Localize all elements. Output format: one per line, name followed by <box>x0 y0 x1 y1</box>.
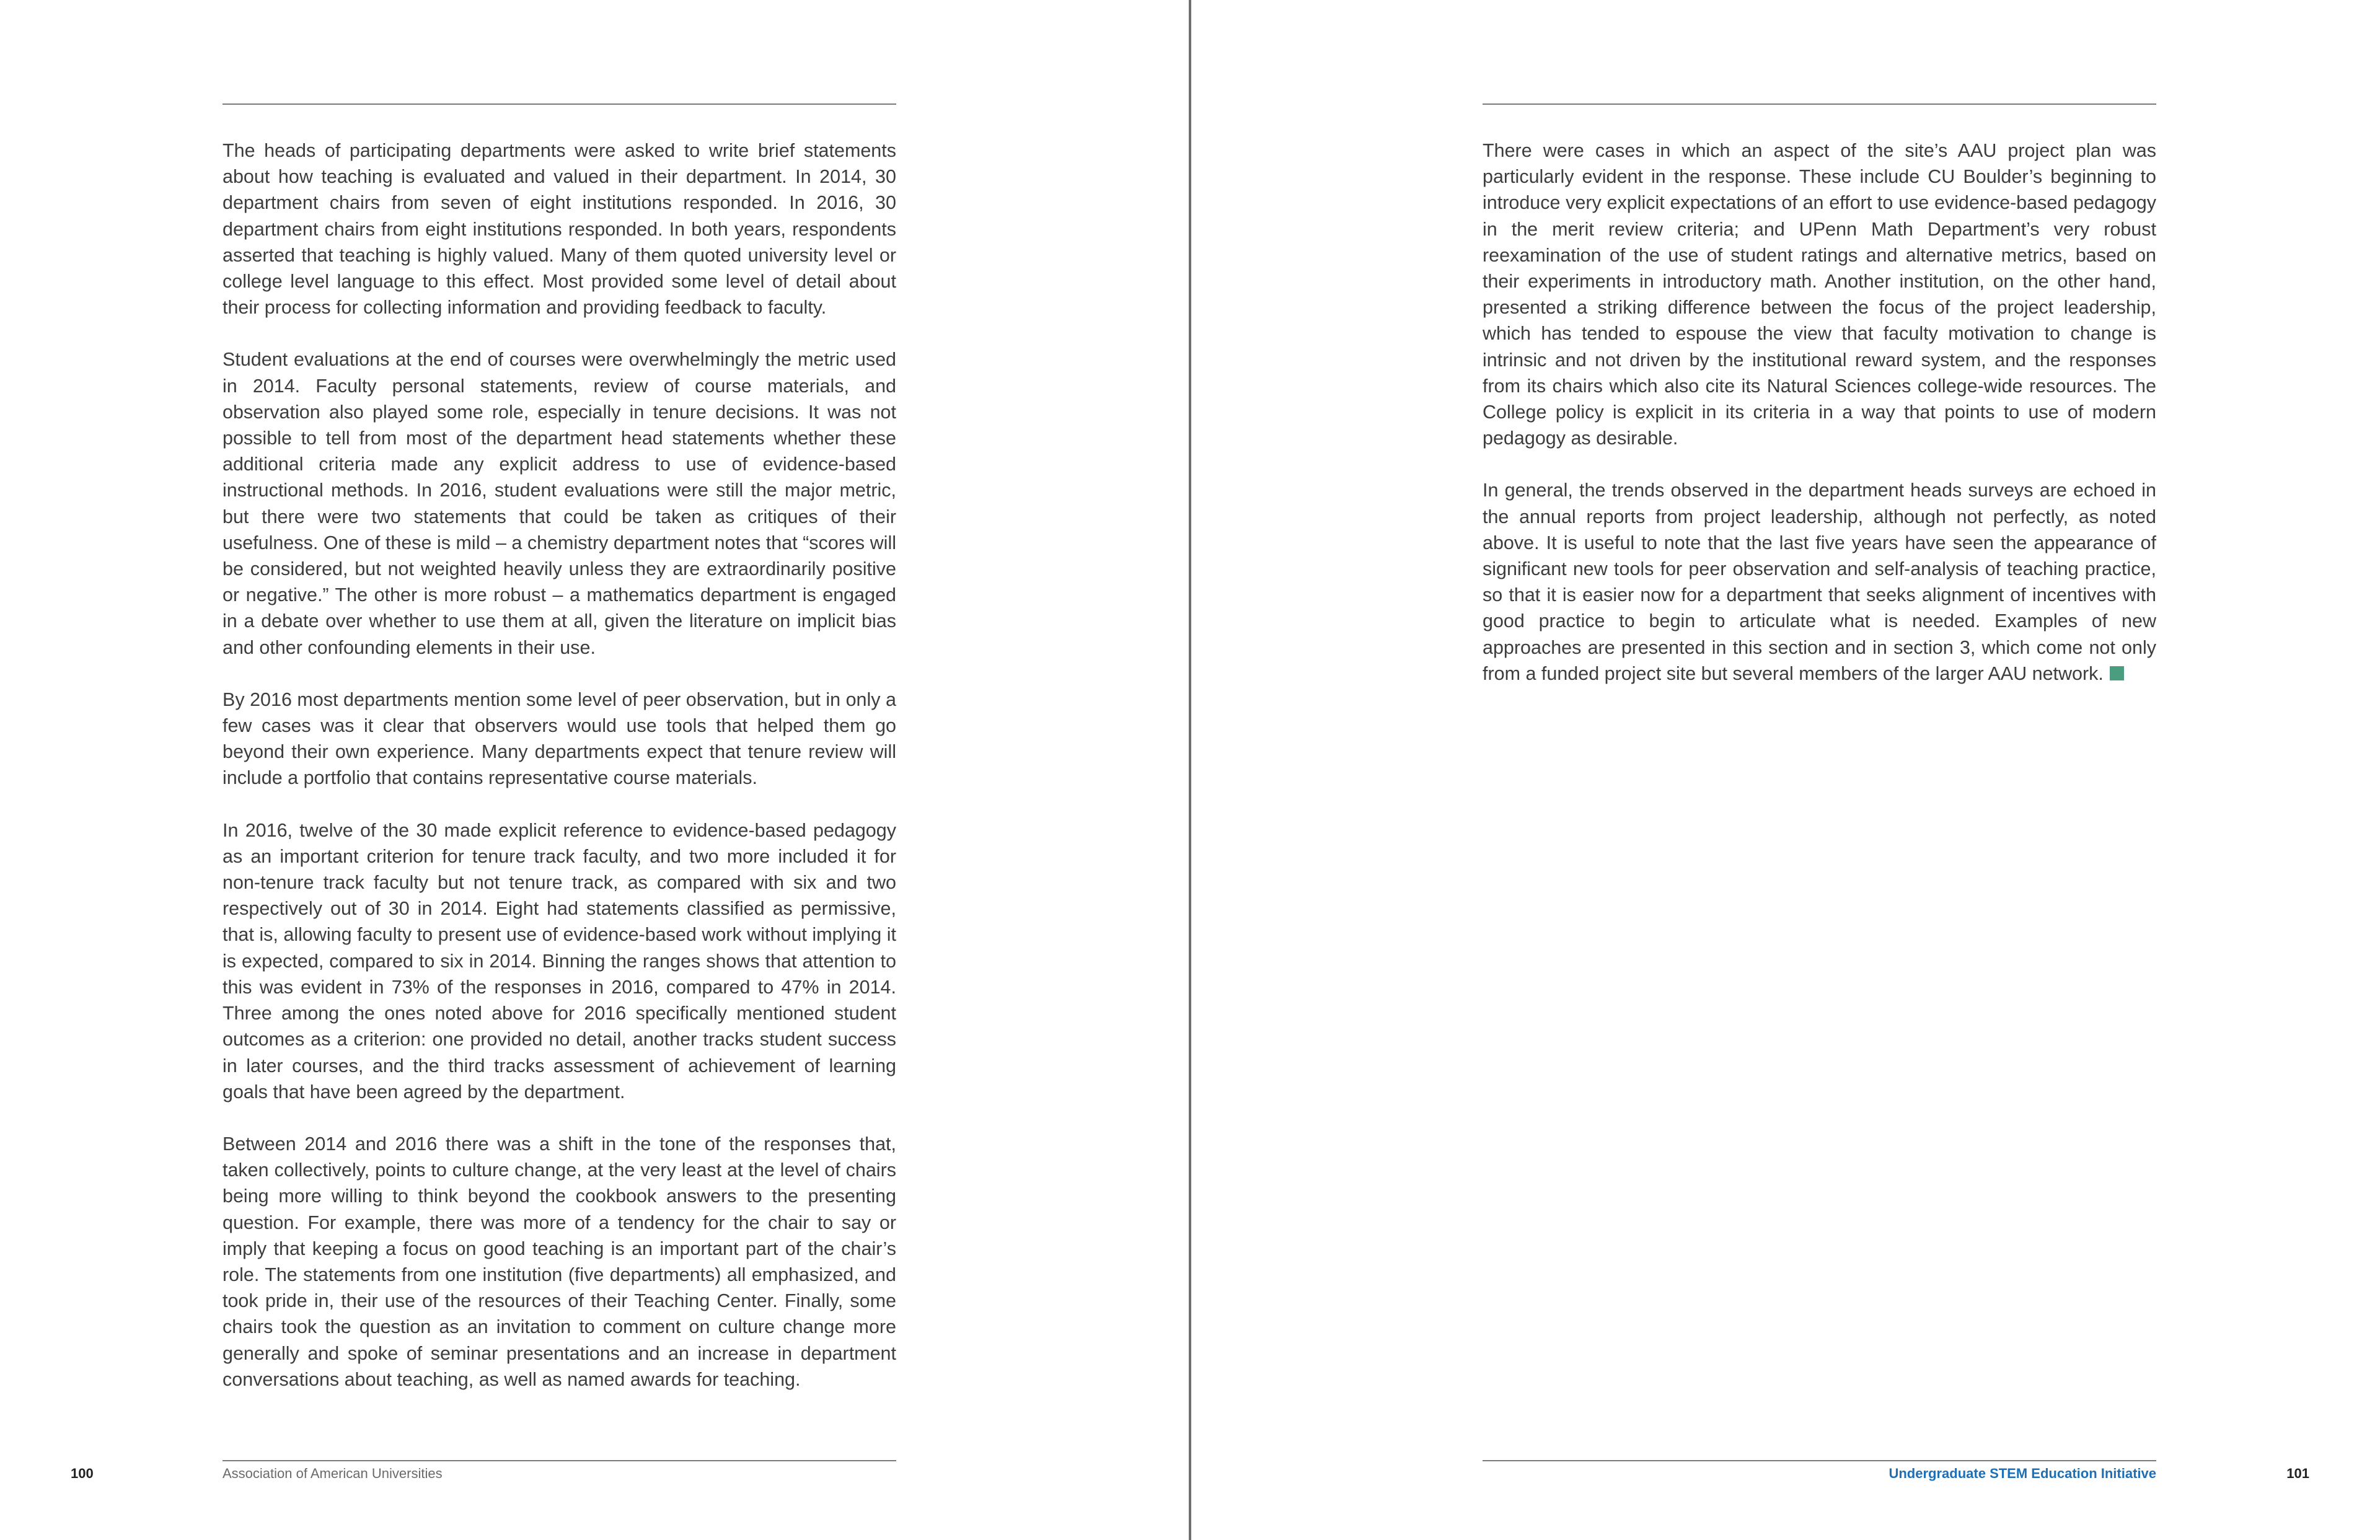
top-rule-left <box>223 103 896 105</box>
footer-rule-left <box>223 1460 896 1461</box>
end-of-article-square-icon <box>2110 666 2124 680</box>
footer-initiative-title: Undergraduate STEM Education Initiative <box>1889 1466 2156 1481</box>
footer-publisher: Association of American Universities <box>223 1466 443 1481</box>
top-rule-right <box>1483 103 2156 105</box>
left-paragraph-3: By 2016 most departments mention some level of peer observation, but in only a few cases was it clear that observers would use tools that helped them go beyond their own experience. Many departments expect that tenure review will include a portfolio that contains representative course materials. <box>223 689 896 789</box>
left-paragraph-5: Between 2014 and 2016 there was a shift in the tone of the responses that, taken collectively, points to culture change, at the very least at the level of chairs being more willing to think beyond the cookbook answers to the presenting question. For example, there was more of a tendency for the chair to say or imply that keeping a focus on good teaching is an important part of the chair’s role. The statements from one institution (five departments) all emphasized, and took pride in, their use of the resources of their Teaching Center. Finally, some chairs took the question as an invitation to comment on culture change more generally and spoke of seminar presentations and an increase in department conversations about teaching, as well as named awards for teaching. <box>223 1133 896 1390</box>
page-number-right: 101 <box>2286 1466 2309 1481</box>
right-paragraph-2 <box>1483 477 2156 687</box>
page-number-left: 100 <box>71 1466 94 1481</box>
left-paragraph-2: Student evaluations at the end of courses were overwhelmingly the metric used in 2014. Faculty personal statements, review of course materials, and observation also played some role, especially in tenure decisions. It was not possible to tell from most of the department head statements whether these additional criteria made any explicit address to use of evidence-based instructional methods. In 2016, student evaluations were still the major metric, but there were two statements that could be taken as critiques of their usefulness. One of these is mild – a chemistry department notes that “scores will be considered, but not weighted heavily unless they are extraordinarily positive or negative.” The other is more robust – a mathematics department is engaged in a debate over whether to use them at all, given the literature on implicit bias and other confounding elements in their use. <box>223 349 896 658</box>
right-page <box>1191 0 2380 1540</box>
left-paragraph-1: The heads of participating departments were asked to write brief statements about how teaching is evaluated and valued in their department. In 2014, 30 department chairs from seven of eight institutions responded. In 2016, 30 department chairs from eight institutions responded. In both years, respondents asserted that teaching is highly valued. Many of them quoted university level or college level language to this effect. Most provided some level of detail about their process for collecting information and providing feedback to faculty. <box>223 140 896 319</box>
footer-rule-right <box>1483 1460 2156 1461</box>
right-body-column <box>1483 138 2156 687</box>
left-page <box>0 0 1189 1540</box>
right-paragraph-2-text: In general, the trends observed in the department heads surveys are echoed in the annual reports from project leadership, although not perfectly, as noted above. It is useful to note that the last five years have seen the appearance of significant new tools for peer observation and self-analysis of teaching practice, so that it is easier now for a department that seeks alignment of incentives with good practice to begin to articulate what is needed. Examples of new approaches are presented in this section and in section 3, which come not only from a funded project site but several members of the larger AAU network. <box>1483 480 2156 684</box>
right-paragraph-1: There were cases in which an aspect of the site’s AAU project plan was particularly evident in the response. These include CU Boulder’s beginning to introduce very explicit expectations of an effort to use evidence-based pedagogy in the merit review criteria; and UPenn Math Department’s very robust reexamination of the use of student ratings and alternative metrics, based on their experiments in introductory math. Another institution, on the other hand, presented a striking difference between the focus of the project leadership, which has tended to espouse the view that faculty motivation to change is intrinsic and not driven by the institutional reward system, and the responses from its chairs which also cite its Natural Sciences college-wide resources. The College policy is explicit in its criteria in a way that points to use of modern pedagogy as desirable. <box>1483 140 2156 449</box>
left-body-column <box>223 138 896 1393</box>
left-paragraph-4: In 2016, twelve of the 30 made explicit reference to evidence-based pedagogy as an important criterion for tenure track faculty, and two more included it for non-tenure track faculty but not tenure track, as compared with six and two respectively out of 30 in 2014. Eight had statements classified as permissive, that is, allowing faculty to present use of evidence-based work without implying it is expected, compared to six in 2014. Binning the ranges shows that attention to this was evident in 73% of the responses in 2016, compared to 47% in 2014. Three among the ones noted above for 2016 specifically mentioned student outcomes as a criterion: one provided no detail, another tracks student success in later courses, and the third tracks assessment of achievement of learning goals that have been agreed by the department. <box>223 819 896 1102</box>
